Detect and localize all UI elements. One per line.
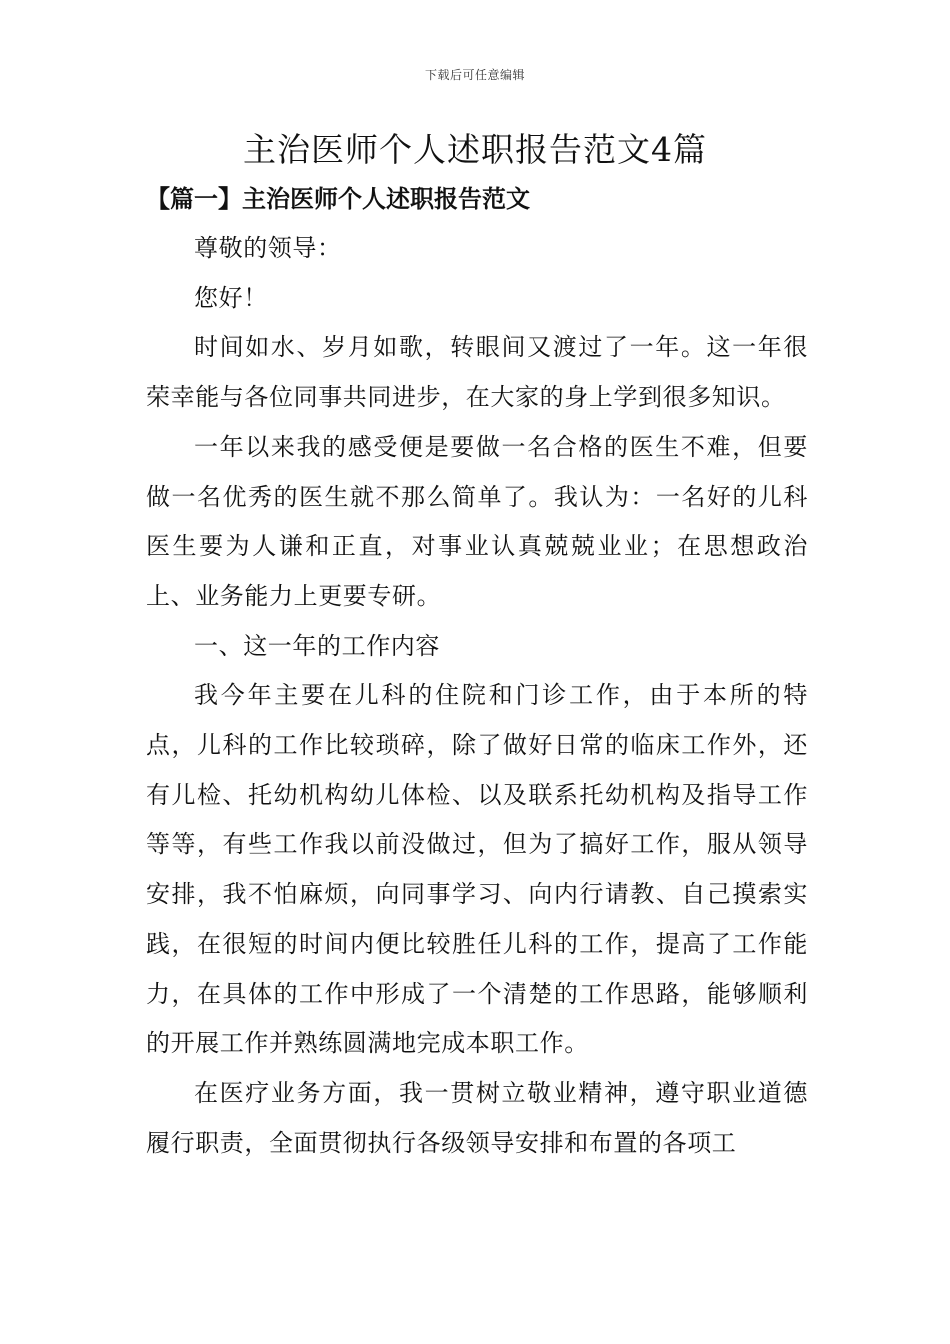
- paragraph: 时间如水、岁月如歌，转眼间又渡过了一年。这一年很荣幸能与各位同事共同进步，在大家的身上学到很多知识。: [146, 333, 808, 412]
- greeting: 您好！: [194, 283, 268, 312]
- document-body: [146, 224, 808, 1168]
- subsection-heading: 一、这一年的工作内容: [194, 631, 440, 660]
- paragraph: 在医疗业务方面，我一贯树立敬业精神，遵守职业道德履行职责，全面贯彻执行各级领导安排和布置的各项工: [146, 1078, 808, 1157]
- document-title: 主治医师个人述职报告范文4篇: [243, 130, 707, 169]
- paragraph: 我今年主要在儿科的住院和门诊工作，由于本所的特点，儿科的工作比较琐碎，除了做好日常的临床工作外，还有儿检、托幼机构幼儿体检、以及联系托幼机构及指导工作等等，有些工作我以前没做过，但为了搞好工作，服从领导安排，我不怕麻烦，向同事学习、向内行请教、自己摸索实践，在很短的时间内便比较胜任儿科的工作，提高了工作能力，在具体的工作中形成了一个清楚的工作思路，能够顺利的开展工作并熟练圆满地完成本职工作。: [146, 681, 808, 1058]
- salutation: 尊敬的领导：: [194, 234, 342, 262]
- section-heading: 【篇一】主治医师个人述职报告范文: [146, 184, 530, 213]
- paragraph: 一年以来我的感受便是要做一名合格的医生不难，但要做一名优秀的医生就不那么简单了。我认为：一名好的儿科医生要为人谦和正直，对事业认真兢兢业业；在思想政治上、业务能力上更要专研。: [146, 432, 808, 610]
- header-note: 下载后可任意编辑: [424, 68, 525, 82]
